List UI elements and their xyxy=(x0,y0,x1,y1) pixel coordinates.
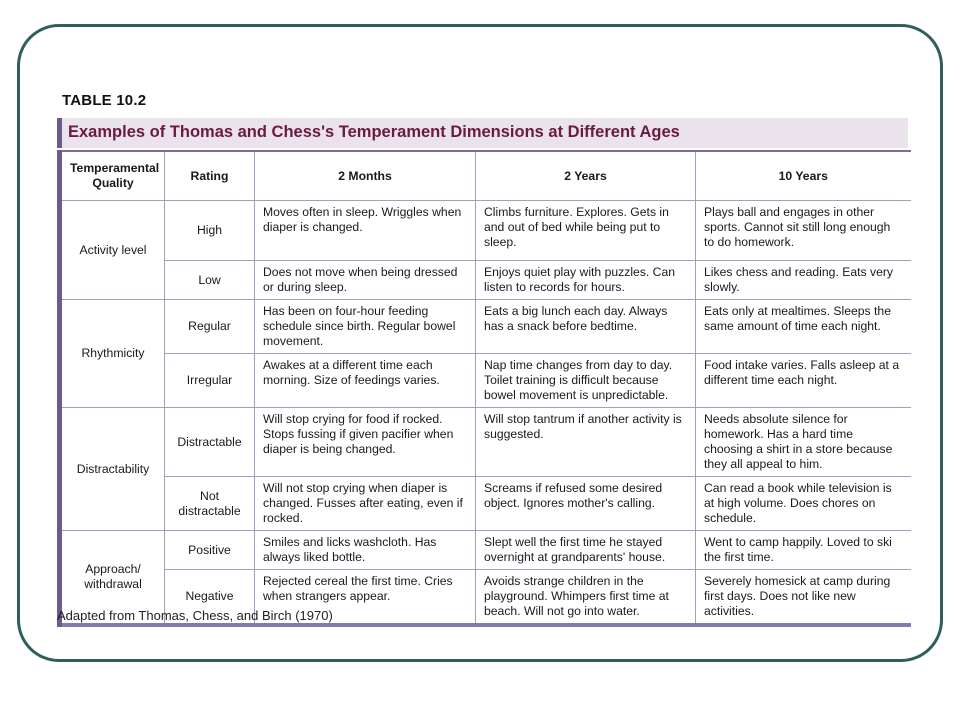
table-row xyxy=(60,201,911,261)
table-title-band xyxy=(57,118,908,148)
rating-cell: Not distractable xyxy=(165,477,255,531)
desc-10-years: Can read a book while television is at high volume. Does chores on schedule. xyxy=(696,477,911,531)
table-row xyxy=(60,408,911,477)
desc-10-years: Plays ball and engages in other sports. Cannot sit still long enough to do homework. xyxy=(696,201,911,261)
desc-2-years: Enjoys quiet play with puzzles. Can listen to records for hours. xyxy=(476,261,696,300)
header-2-months: 2 Months xyxy=(255,151,476,201)
table-label: TABLE 10.2 xyxy=(62,92,147,109)
desc-10-years: Likes chess and reading. Eats very slowly. xyxy=(696,261,911,300)
desc-2-months: Will stop crying for food if rocked. Stops fussing if given pacifier when diaper is being changed. xyxy=(255,408,476,477)
desc-10-years: Needs absolute silence for homework. Has a hard time choosing a shirt in a store because they all appeal to him. xyxy=(696,408,911,477)
table-row xyxy=(60,477,911,531)
rating-cell: Positive xyxy=(165,531,255,570)
quality-cell: Activity level xyxy=(60,201,165,300)
desc-10-years: Eats only at mealtimes. Sleeps the same amount of time each night. xyxy=(696,300,911,354)
source-note: Adapted from Thomas, Chess, and Birch (1970) xyxy=(57,608,333,623)
table-row xyxy=(60,531,911,570)
temperament-table xyxy=(57,150,911,627)
desc-2-years: Eats a big lunch each day. Always has a snack before bedtime. xyxy=(476,300,696,354)
rating-cell: Distractable xyxy=(165,408,255,477)
desc-2-years: Avoids strange children in the playground. Whimpers first time at beach. Will not go into water. xyxy=(476,570,696,626)
table-row xyxy=(60,354,911,408)
desc-10-years: Went to camp happily. Loved to ski the first time. xyxy=(696,531,911,570)
desc-10-years: Severely homesick at camp during first days. Does not like new activities. xyxy=(696,570,911,626)
rating-cell: Low xyxy=(165,261,255,300)
quality-cell: Approach/ withdrawal xyxy=(60,531,165,626)
table-row xyxy=(60,300,911,354)
desc-2-years: Will stop tantrum if another activity is suggested. xyxy=(476,408,696,477)
desc-10-years: Food intake varies. Falls asleep at a different time each night. xyxy=(696,354,911,408)
desc-2-years: Nap time changes from day to day. Toilet training is difficult because bowel movement is unpredictable. xyxy=(476,354,696,408)
desc-2-months: Rejected cereal the first time. Cries when strangers appear. xyxy=(255,570,476,626)
desc-2-months: Does not move when being dressed or during sleep. xyxy=(255,261,476,300)
rating-cell: Irregular xyxy=(165,354,255,408)
header-10-years: 10 Years xyxy=(696,151,911,201)
desc-2-months: Has been on four-hour feeding schedule since birth. Regular bowel movement. xyxy=(255,300,476,354)
rating-cell: Regular xyxy=(165,300,255,354)
rating-cell: Negative xyxy=(165,570,255,626)
header-row xyxy=(60,151,911,201)
quality-cell: Rhythmicity xyxy=(60,300,165,408)
desc-2-months: Smiles and licks washcloth. Has always liked bottle. xyxy=(255,531,476,570)
header-quality: Temperamental Quality xyxy=(60,151,165,201)
desc-2-years: Climbs furniture. Explores. Gets in and out of bed while being put to sleep. xyxy=(476,201,696,261)
rating-cell: High xyxy=(165,201,255,261)
quality-cell: Distractability xyxy=(60,408,165,531)
table-row xyxy=(60,261,911,300)
header-2-years: 2 Years xyxy=(476,151,696,201)
desc-2-months: Awakes at a different time each morning. Size of feedings varies. xyxy=(255,354,476,408)
desc-2-years: Slept well the first time he stayed overnight at grandparents' house. xyxy=(476,531,696,570)
table-title: Examples of Thomas and Chess's Temperament Dimensions at Different Ages xyxy=(68,123,680,141)
desc-2-months: Will not stop crying when diaper is changed. Fusses after eating, even if rocked. xyxy=(255,477,476,531)
desc-2-years: Screams if refused some desired object. Ignores mother's calling. xyxy=(476,477,696,531)
desc-2-months: Moves often in sleep. Wriggles when diaper is changed. xyxy=(255,201,476,261)
header-rating: Rating xyxy=(165,151,255,201)
